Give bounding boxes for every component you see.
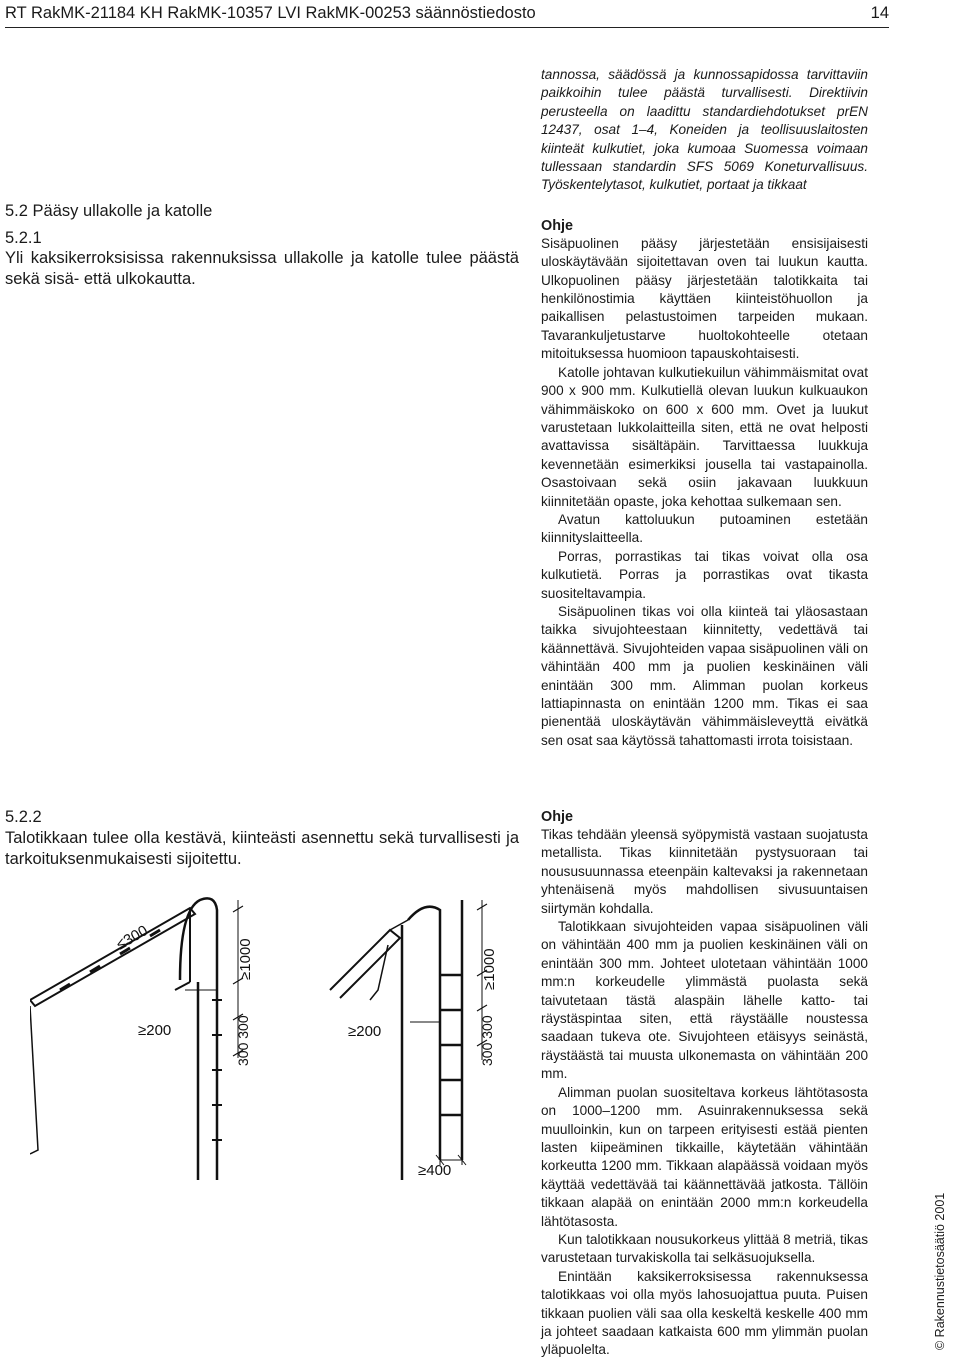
left-roof-slope [30, 908, 195, 1006]
header-document-id: RT RakMK-21184 KH RakMK-10357 LVI RakMK-00253 säännöstiedosto [5, 4, 536, 22]
ohje-bottom-p4: Kun talotikkaan nousukorkeus ylittää 8 metriä, tikas varustetaan turvakiskolla tai selkäsuojuksella. [541, 1231, 868, 1266]
section-text-5-2-1: Yli kaksikerroksisissa rakennuksissa ullakolle ja katolle tulee päästä sekä sisä- että ulkokautta. [5, 249, 519, 288]
ohje-heading-top: Ohje [541, 217, 573, 234]
dim-200-left: ≥200 [138, 1022, 172, 1039]
section-text-5-2-2: Talotikkaan tulee olla kestävä, kiinteästi asennettu sekä turvallisesti ja tarkoituksenmukaisesti sijoitettu. [5, 829, 519, 868]
dim-300-300-right: 300 300 [479, 1015, 495, 1066]
ohje-top-p3: Avatun kattoluukun putoaminen estetään kiinnityslaitteella. [541, 511, 868, 546]
dim-1000-right: ≥1000 [481, 948, 498, 990]
ohje-bottom-p3: Alimman puolan suositeltava korkeus lähtötasosta on 1000–1200 mm. Asuinrakennuksessa sekä muulloinkin, kun on tarpeen erityisesti estää pienten lasten kiipeäminen tikkaille, käytetään vähintään korkeutta 1200 mm. Tikkaan alapäässä voidaan myös käyttää vedettävää tai käännettävää jatkosta. Tällöin tikkaan alapää on enintään 2000 mm:n korkeudella lähtötasosta. [541, 1084, 868, 1229]
section-heading-5-2: 5.2 Pääsy ullakolle ja katolle [5, 202, 213, 220]
intro-paragraph: tannossa, säädössä ja kunnossapidossa tarvittaviin paikkoihin tulee päästä turvallisesti. Direktiivin perusteella on laadittu standardiehdotukset prEN 12437, osat 1–4, Koneiden ja teollisuuslaitosten kiinteät kulkutiet, joka kumoaa Suomessa voimaan tullessaan standardin SFS 5069 Koneturvallisuus. Työskentelytasot, kulkutiet, portaat ja tikkaat [541, 67, 868, 193]
header-rule [5, 27, 889, 28]
right-column-top [541, 66, 868, 750]
dim-1000-left: ≥1000 [237, 938, 254, 980]
right-roof-slope [330, 930, 400, 998]
ohje-top-p4: Porras, porrastikas tai tikas voivat olla osa kulkutietä. Porras ja porrastikas ovat tikasta suositeltavampia. [541, 548, 868, 601]
ohje-top-p5: Sisäpuolinen tikas voi olla kiinteä tai yläosastaan taikka sivujohteestaan kiinnitetty, vedettävä tai käännettävä. Sivujohteiden vapaa sisäpuolinen väli on vähintään 400 mm ja puolien keskinäinen väli enintään 300 mm. Alimman puolan korkeus lattiapinnasta on enintään 1200 mm. Tikas ei saa pienentää uloskäytävän vähimmäisleveyttä eivätkä sen osat saa käytössä tahattomasti irrota toisistaan. [541, 603, 868, 748]
dim-400: ≥400 [418, 1162, 452, 1179]
dim-300-slope: ≤300 [113, 922, 151, 954]
roof-ladder-figure [30, 890, 530, 1180]
right-ladder-rail-inner [408, 907, 440, 1160]
dim-300-300-left: 300 300 [235, 1015, 251, 1066]
ohje-bottom-p5: Enintään kaksikerroksisessa rakennuksessa talotikkaas voi olla myös lahosuojattua puuta. Puisen tikkaan puolien väli saa olla keskeltä keskelle 400 mm ja johteet saadaan katkaista 600 mm ylimmän puolan yläpuolelta. [541, 1268, 868, 1358]
right-column-bottom [541, 808, 868, 1360]
ohje-top-p2: Katolle johtavan kulkutiekuilun vähimmäismitat ovat 900 x 900 mm. Kulkutiellä olevan luukun kulkuaukon vähimmäiskoko on 600 x 600 mm. Ovet ja luukut varustetaan lukkolaitteilla siten, että ne ovat helposti avattavissa sisältäpäin. Tarvittaessa luukkuja kevennetään esimerkiksi jousella tai vastapainolla. Osastoivaan sekä osiin jakavaan luukkuun kiinnitetään opaste, joka kehottaa sulkemaan sen. [541, 364, 868, 509]
page-number: 14 [870, 4, 889, 22]
dim-200-right: ≥200 [348, 1023, 382, 1040]
copyright-notice: © Rakennustietosäätiö 2001 [933, 1192, 947, 1350]
page-header [5, 0, 960, 28]
section-number-5-2-1: 5.2.1 [5, 229, 42, 247]
ohje-heading-bottom: Ohje [541, 809, 573, 825]
section-number-5-2-2: 5.2.2 [5, 808, 42, 826]
ohje-top-p1: Sisäpuolinen pääsy järjestetään ensisijaisesti uloskäytävään sijoitettavan oven tai luukun kautta. Ulkopuolinen pääsy järjestetään talotikkaita tai henkilönostimia käyttäen kiinteistöhuollon ja paikallisen pelastustoimen tarpeiden mukaan. Tavarankuljetustarve huoltokohteelle otetaan mitoituksessa huomioon tapauskohtaisesti. [541, 235, 868, 362]
ohje-bottom-p1: Tikas tehdään yleensä syöpymistä vastaan suojatusta metallista. Tikas kiinnitetään pystysuoraan tai noususuunnassa eteenpäin kaltevaksi ja rakennetaan yhtenäisenä myös mahdollisen sivusuuntaisen siirtymän kohdalla. [541, 827, 868, 916]
ohje-bottom-p2: Talotikkaan sivujohteiden vapaa sisäpuolinen väli on vähintään 400 mm ja puolien keskinäinen väli on enintään 300 mm. Johteet ulotetaan vähintään 1000 mm:n korkeudelle ylimmästä puolasta sekä taivutetaan tästä alaspäin lähelle katto- tai räystäspintaa siten, että räystäälle noustessa saadaan tukeva ote. Sivujohteen etäisyys seinästä, räystäästä tai muusta ulkonemasta on vähintään 200 mm. [541, 919, 868, 1082]
